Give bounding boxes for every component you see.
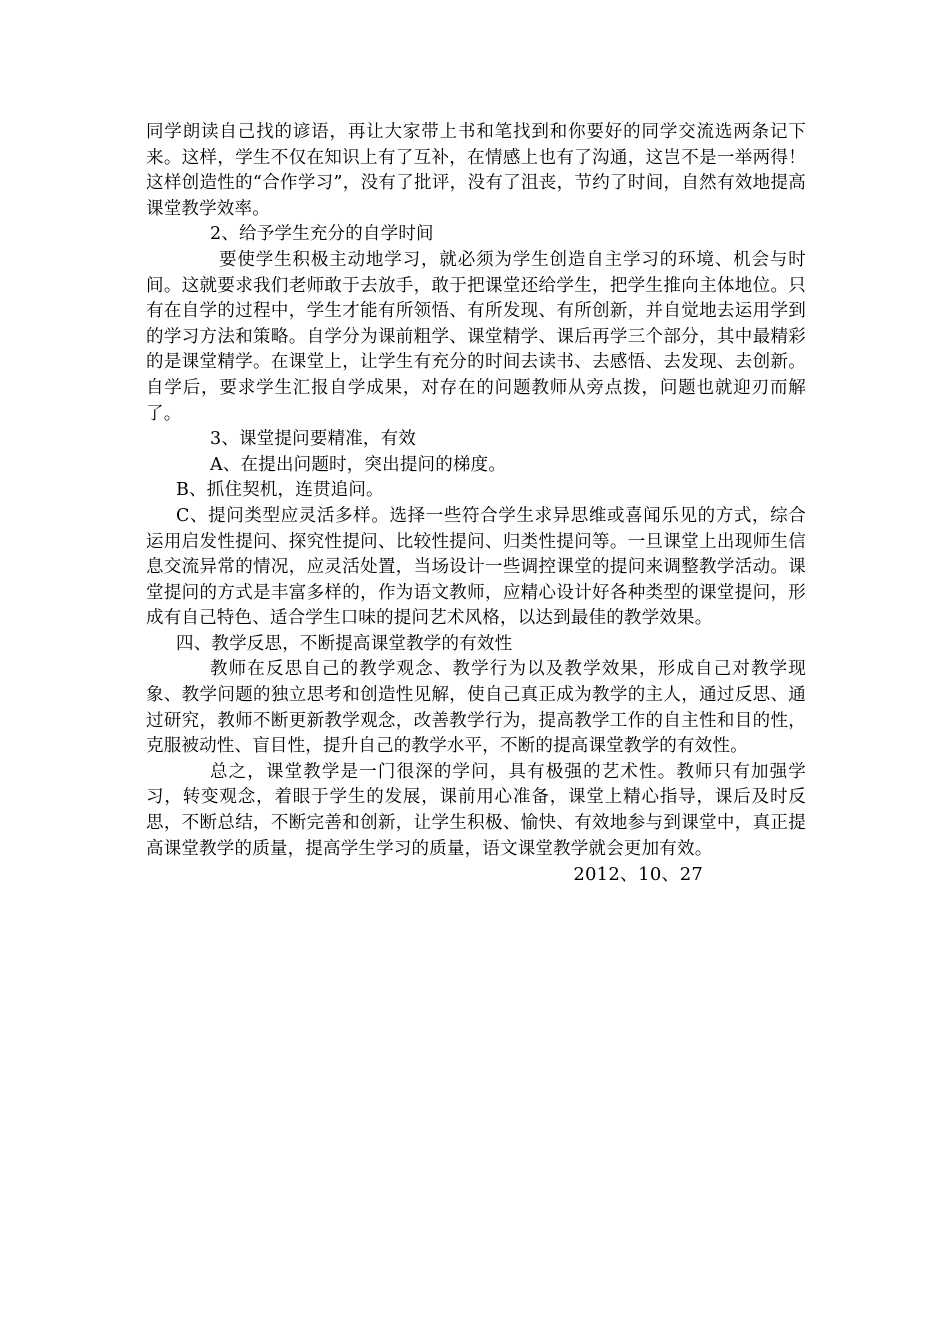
paragraph-reflection: 教师在反思自己的教学观念、教学行为以及教学效果，形成自己对教学现象、教学问题的独立思考和创造性见解，使自己真正成为教学的主人，通过反思、通过研究，教师不断更新教学观念，改善教学行为，提高教学工作的自主性和目的性，克服被动性、盲目性，提升自己的教学水平，不断的提高课堂教学的有效性。 [146,659,806,757]
paragraph-conclusion: 总之，课堂教学是一门很深的学问，具有极强的艺术性。教师只有加强学习，转变观念，着眼于学生的发展，课前用心准备，课堂上精心指导，课后及时反思，不断总结，不断完善和创新，让学生积极、愉快、有效地参与到课堂中，真正提高课堂教学的质量，提高学生学习的质量，语文课堂教学就会更加有效。 [146,761,806,859]
item-b-follow-up: B、抓住契机，连贯追问。 [176,480,384,501]
paragraph-cooperative-learning: 同学朗读自己找的谚语，再让大家带上书和笔找到和你要好的同学交流选两条记下来。这样，学生不仅在知识上有了互补，在情感上也有了沟通，这岂不是一举两得！这样创造性的“合作学习”，没有了批评，没有了沮丧，节约了时间，自然有效地提高课堂教学效率。 [146,122,806,219]
item-c-question-types: C、提问类型应灵活多样。选择一些符合学生求异思维或喜闻乐见的方式，综合运用启发性提问、探究性提问、比较性提问、归类性提问等。一旦课堂上出现师生信息交流异常的情况，应灵活处置，当场设计一些调控课堂的提问来调整教学活动。课堂提问的方式是丰富多样的，作为语文教师，应精心设计好各种类型的课堂提问，形成有自己特色、适合学生口味的提问艺术风格，以达到最佳的教学效果。 [146,505,806,629]
paragraph-self-study: 要使学生积极主动地学习，就必须为学生创造自主学习的环境、机会与时间。这就要求我们老师敢于去放手，敢于把课堂还给学生，把学生推向主体地位。只有在自学的过程中，学生才能有所领悟、有所发现、有所创新，并自觉地去运用学到的学习方法和策略。自学分为课前粗学、课堂精学、课后再学三个部分，其中最精彩的是课堂精学。在课堂上，让学生有充分的时间去读书、去感悟、去发现、去创新。自学后，要求学生汇报自学成果，对存在的问题教师从旁点拨，问题也就迎刃而解了。 [146,249,806,424]
document-body [146,120,806,888]
heading-questioning: 3、课堂提问要精准，有效 [210,429,417,450]
heading-teaching-reflection: 四、教学反思，不断提高课堂教学的有效性 [176,633,513,654]
heading-self-study-time: 2、给予学生充分的自学时间 [210,224,434,245]
document-date: 2012、10、27 [573,864,703,886]
item-a-question-gradient: A、在提出问题时，突出提问的梯度。 [210,454,507,475]
